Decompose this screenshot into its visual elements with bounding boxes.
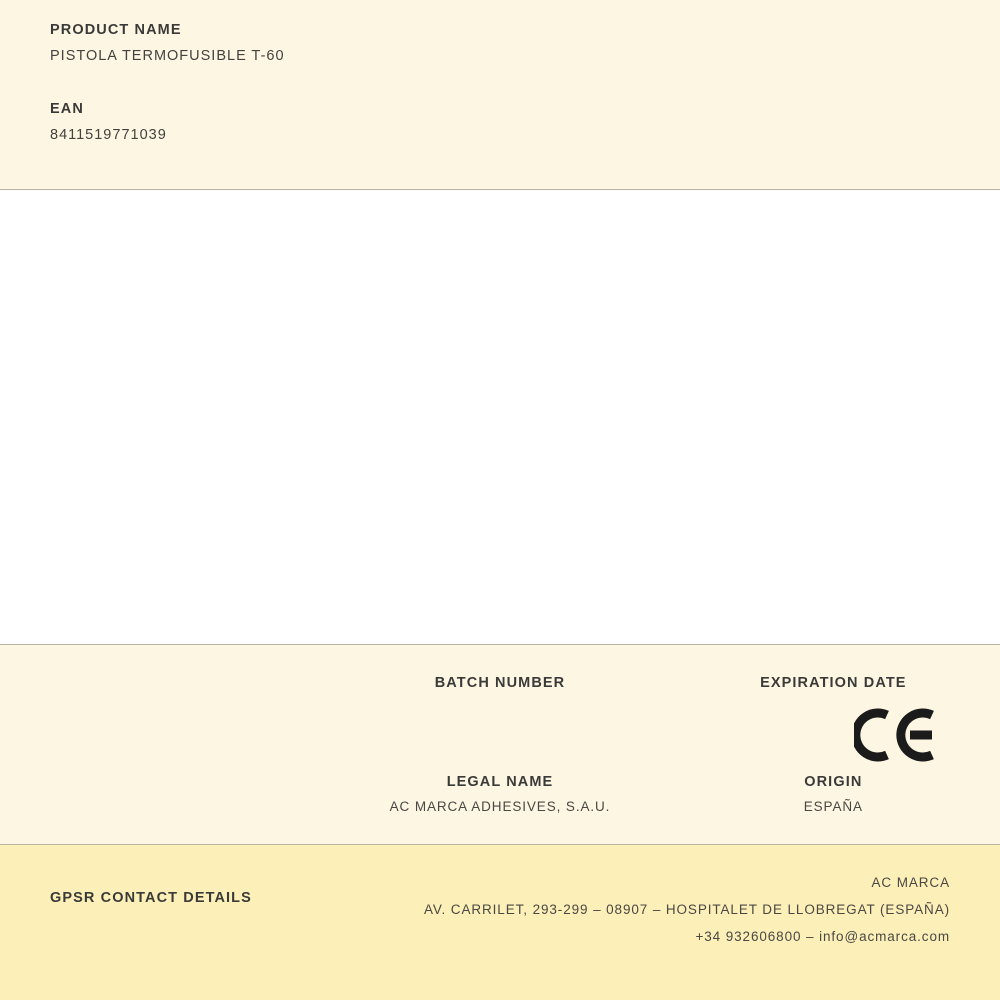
product-info-section bbox=[0, 0, 1000, 190]
product-name-label: PRODUCT NAME bbox=[50, 22, 182, 38]
origin-label: ORIGIN bbox=[804, 774, 863, 790]
product-name-value: PISTOLA TERMOFUSIBLE T-60 bbox=[50, 48, 285, 64]
legal-name-value: AC MARCA ADHESIVES, S.A.U. bbox=[389, 799, 611, 814]
blank-content-area bbox=[0, 190, 1000, 645]
product-name-block bbox=[50, 22, 950, 64]
spacer-cell-2 bbox=[0, 774, 333, 815]
expiration-date-label: EXPIRATION DATE bbox=[760, 675, 907, 691]
batch-expiration-row bbox=[0, 645, 1000, 716]
batch-number-label: BATCH NUMBER bbox=[434, 675, 566, 691]
gpsr-contact: +34 932606800 – info@acmarca.com bbox=[695, 929, 950, 944]
gpsr-contact-details-label: GPSR CONTACT DETAILS bbox=[50, 889, 252, 906]
gpsr-footer-section bbox=[0, 845, 1000, 1000]
legal-origin-row bbox=[0, 716, 1000, 815]
origin-value: ESPAÑA bbox=[803, 799, 863, 814]
expiration-date-cell bbox=[667, 675, 1000, 716]
origin-cell bbox=[667, 774, 1000, 815]
gpsr-contact-block bbox=[50, 875, 950, 944]
ean-label: EAN bbox=[50, 101, 84, 117]
batch-number-cell bbox=[333, 675, 666, 716]
ean-block bbox=[50, 101, 950, 143]
legal-name-cell bbox=[333, 774, 666, 815]
spacer-cell bbox=[0, 675, 333, 716]
legal-name-label: LEGAL NAME bbox=[446, 774, 554, 790]
batch-number-value bbox=[333, 700, 666, 716]
gpsr-brand: AC MARCA bbox=[871, 875, 950, 890]
ce-marking-icon bbox=[854, 705, 940, 765]
gpsr-address: AV. CARRILET, 293-299 – 08907 – HOSPITALET DE LLOBREGAT (ESPAÑA) bbox=[423, 902, 950, 917]
expiration-date-value bbox=[667, 700, 1000, 716]
label-details-section bbox=[0, 645, 1000, 845]
ean-value: 8411519771039 bbox=[50, 127, 167, 143]
